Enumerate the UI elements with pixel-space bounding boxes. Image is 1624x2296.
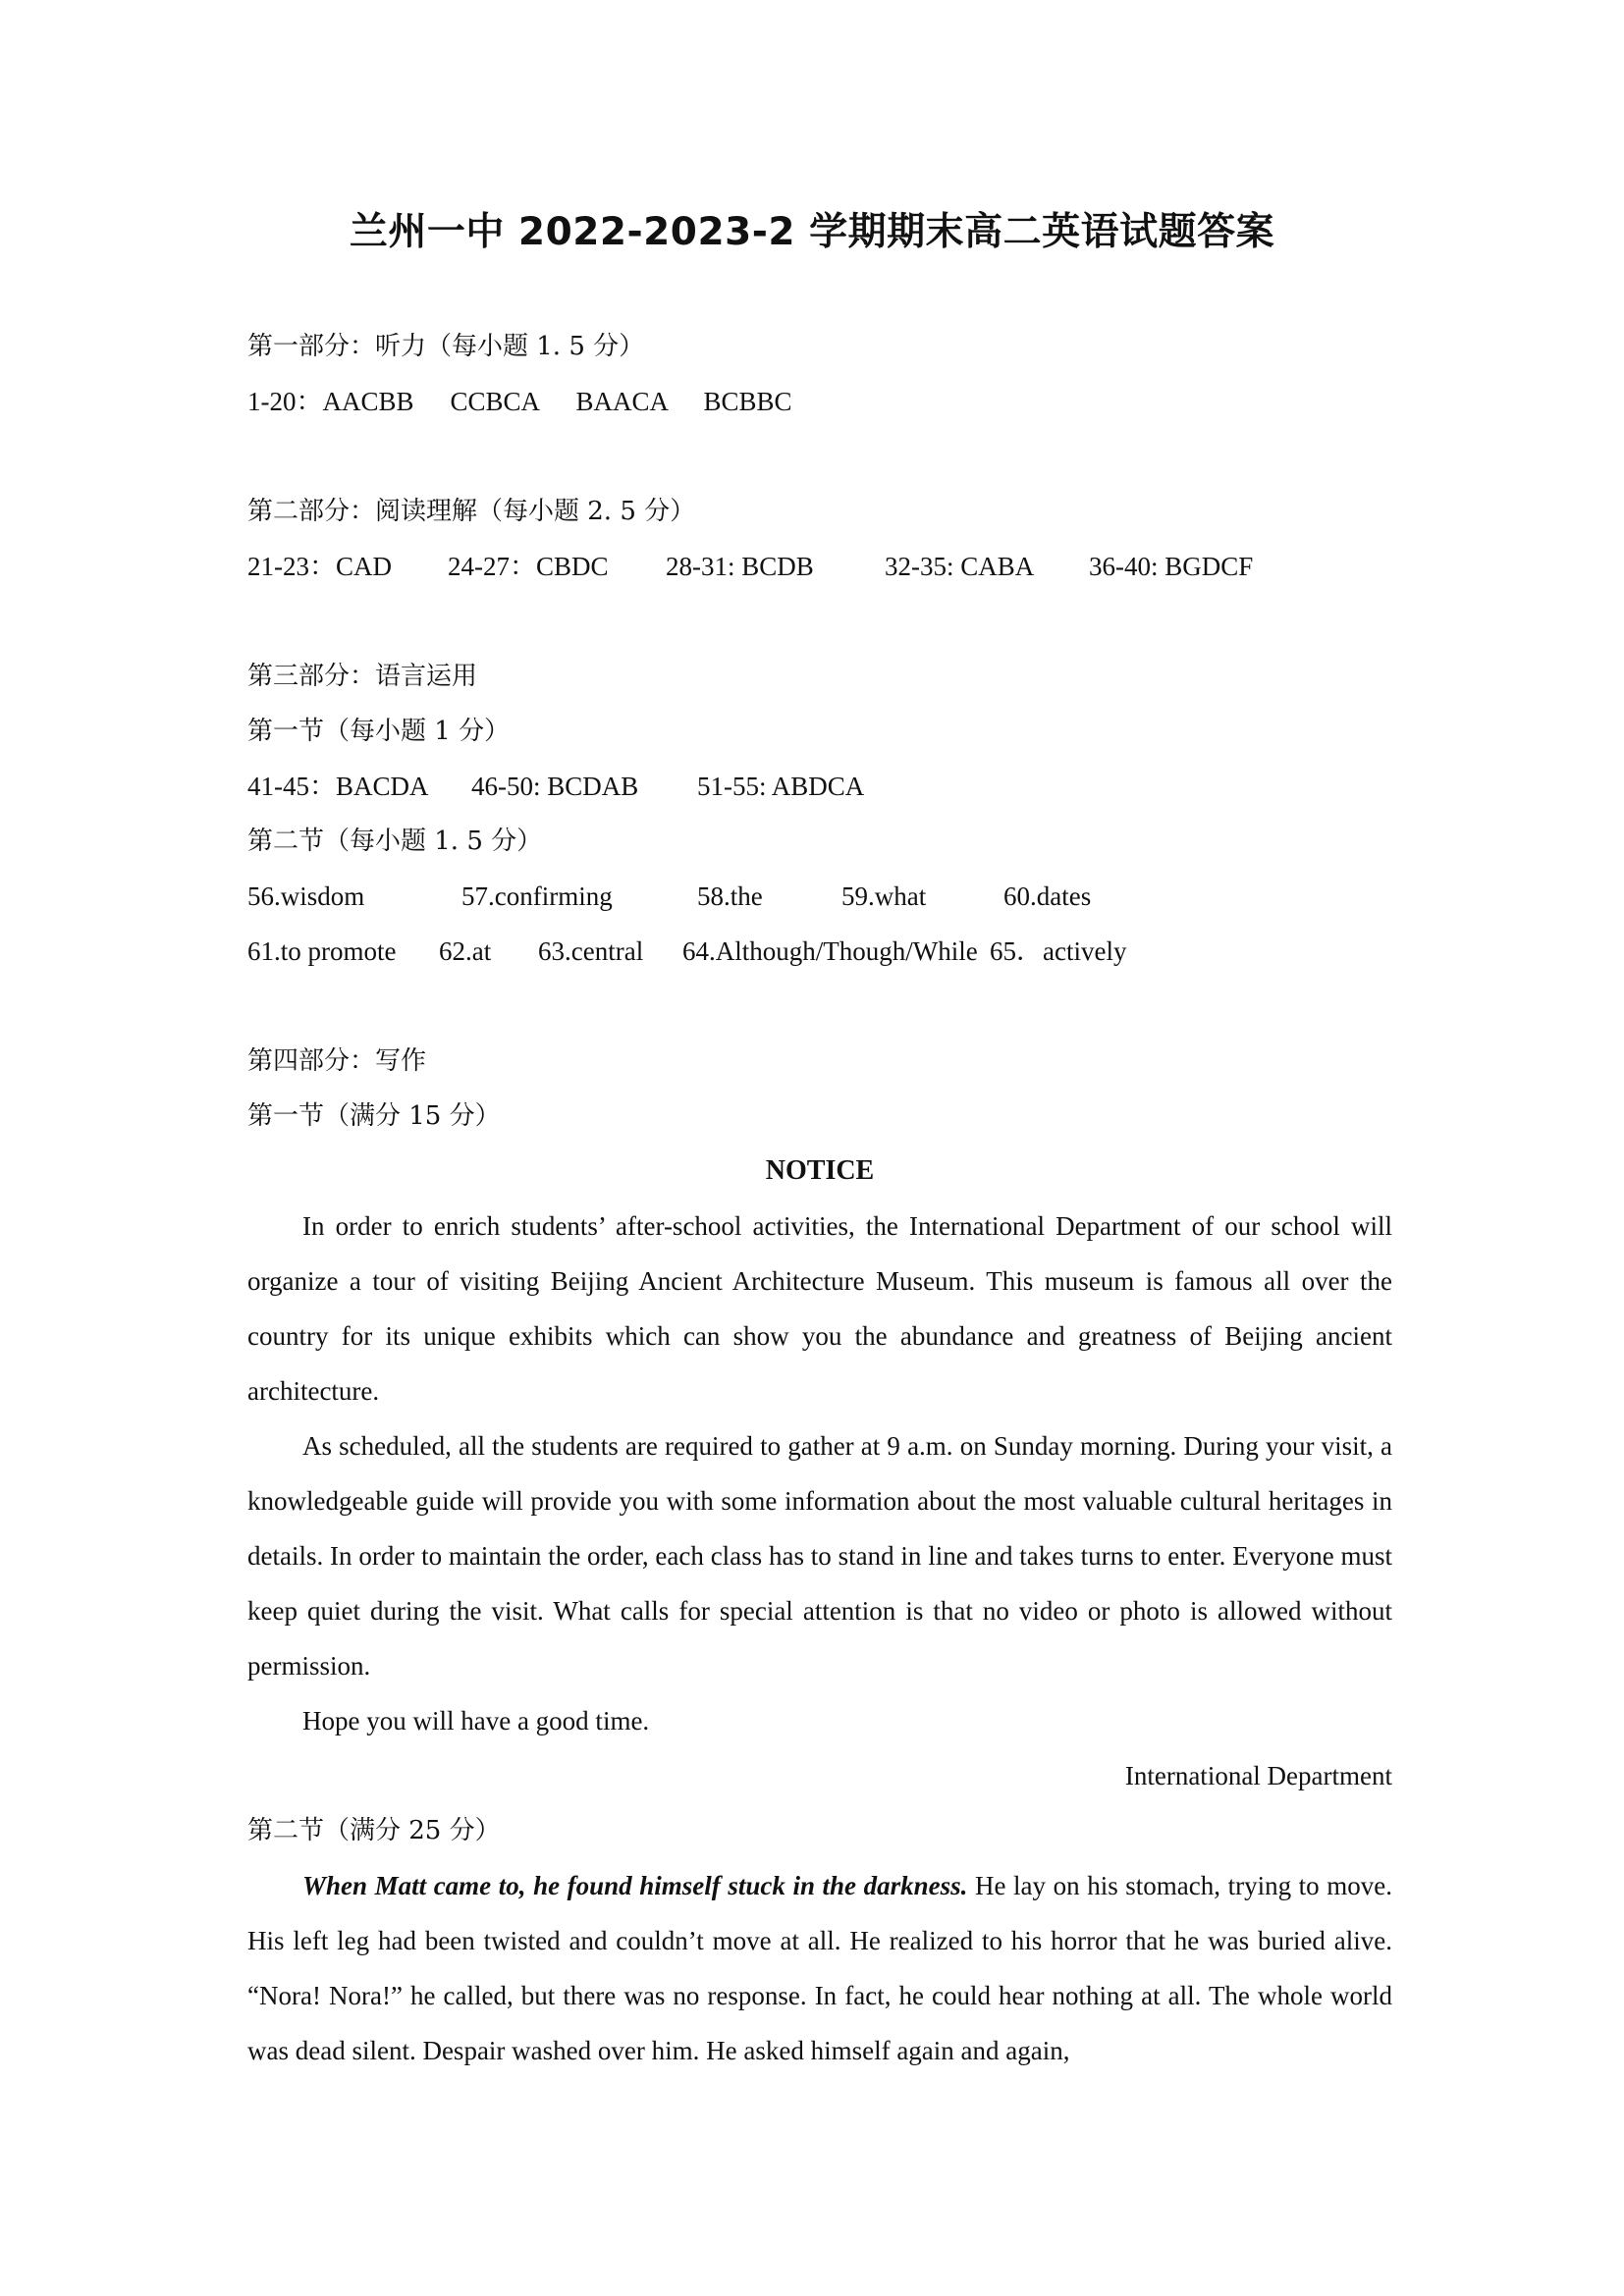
answer-content [247,319,1392,2078]
story-lead-sentence: When Matt came to, he found himself stuck in the darkness. [302,1871,968,1900]
part3-s2-answer-57: 57.confirming [461,881,613,911]
part4-heading: 第四部分：写作 [247,1046,427,1076]
part3-s1-answer-3: 51-55: ABDCA [697,772,865,801]
page-title: 兰州一中 2022-2023-2 学期期末高二英语试题答案 [349,210,1275,254]
notice-paragraph-2: As scheduled, all the students are required to gather at 9 a.m. on Sunday morning. During your visit, a knowledgeable guide will provide you with some information about the most valuable cultural heritages in details. In order to maintain the order, each class has to stand in line and takes turns to enter. Everyone must keep quiet during the visit. What calls for special attention is that no video or photo is allowed without permission. [247,1431,1392,1681]
part2-answers [247,539,1392,594]
part2-answer-3: 28-31: BCDB [666,552,814,581]
part3-section2-row1 [247,869,1392,924]
part1-label: 1-20： [247,387,323,416]
part3-section1-answers [247,759,1392,814]
part1-answers [247,374,1392,429]
part3-s2-answer-58: 58.the [697,881,763,911]
part3-s2-answer-63: 63.central [538,936,644,966]
part3-section2-row2 [247,924,1392,979]
part3-s2-answer-61: 61.to promote [247,936,397,966]
part1-group-3: BAACA [575,387,670,416]
part3-section2-heading: 第二节（每小题 1. 5 分） [247,827,543,856]
story-text: He lay on his stomach, trying to move. His left leg had been twisted and couldn’t move at all. He realized to his horror that he was buried alive. “Nora! Nora!” he called, but there was no response. In fact, he could hear nothing at all. The whole world was dead silent. Despair washed over him. He asked himself again and again, [247,1871,1392,2065]
part2-answer-4: 32-35: CABA [885,552,1035,581]
notice-paragraph-3: Hope you will have a good time. [302,1706,650,1735]
notice-title: NOTICE [765,1155,875,1186]
part1-group-2: CCBCA [450,387,541,416]
part3-s2-answer-60: 60.dates [1003,881,1092,911]
part3-s2-answer-56: 56.wisdom [247,881,365,911]
part3-s2-answer-62: 62.at [439,936,492,966]
part2-heading: 第二部分：阅读理解（每小题 2. 5 分） [247,497,696,526]
part1-group-4: BCBBC [703,387,792,416]
story-paragraph [247,1858,1392,2078]
part3-s1-answer-1: 41-45：BACDA [247,772,429,801]
part2-answer-2: 24-27：CBDC [448,552,609,581]
part3-s2-answer-59: 59.what [841,881,927,911]
part3-s2-answer-64: 64.Although/Though/While [682,936,978,966]
notice-paragraph-1: In order to enrich students’ after-school activities, the International Department of our school will organize a tour of visiting Beijing Ancient Architecture Museum. This museum is famous all over the country for its unique exhibits which can show you the abundance and greatness of Beijing ancient architecture. [247,1211,1392,1406]
notice-signature: International Department [1124,1761,1392,1790]
part2-answer-5: 36-40: BGDCF [1089,552,1254,581]
part1-group-1: AACBB [322,387,414,416]
part3-heading: 第三部分：语言运用 [247,662,478,691]
part3-s2-answer-65: 65．actively [990,936,1127,966]
part4-section1-heading: 第一节（满分 15 分） [247,1101,501,1131]
part2-answer-1: 21-23：CAD [247,552,392,581]
part3-section1-heading: 第一节（每小题 1 分） [247,717,511,746]
part1-heading: 第一部分：听力（每小题 1. 5 分） [247,332,645,361]
part4-section2-heading: 第二节（满分 25 分） [247,1816,501,1845]
part3-s1-answer-2: 46-50: BCDAB [471,772,639,801]
